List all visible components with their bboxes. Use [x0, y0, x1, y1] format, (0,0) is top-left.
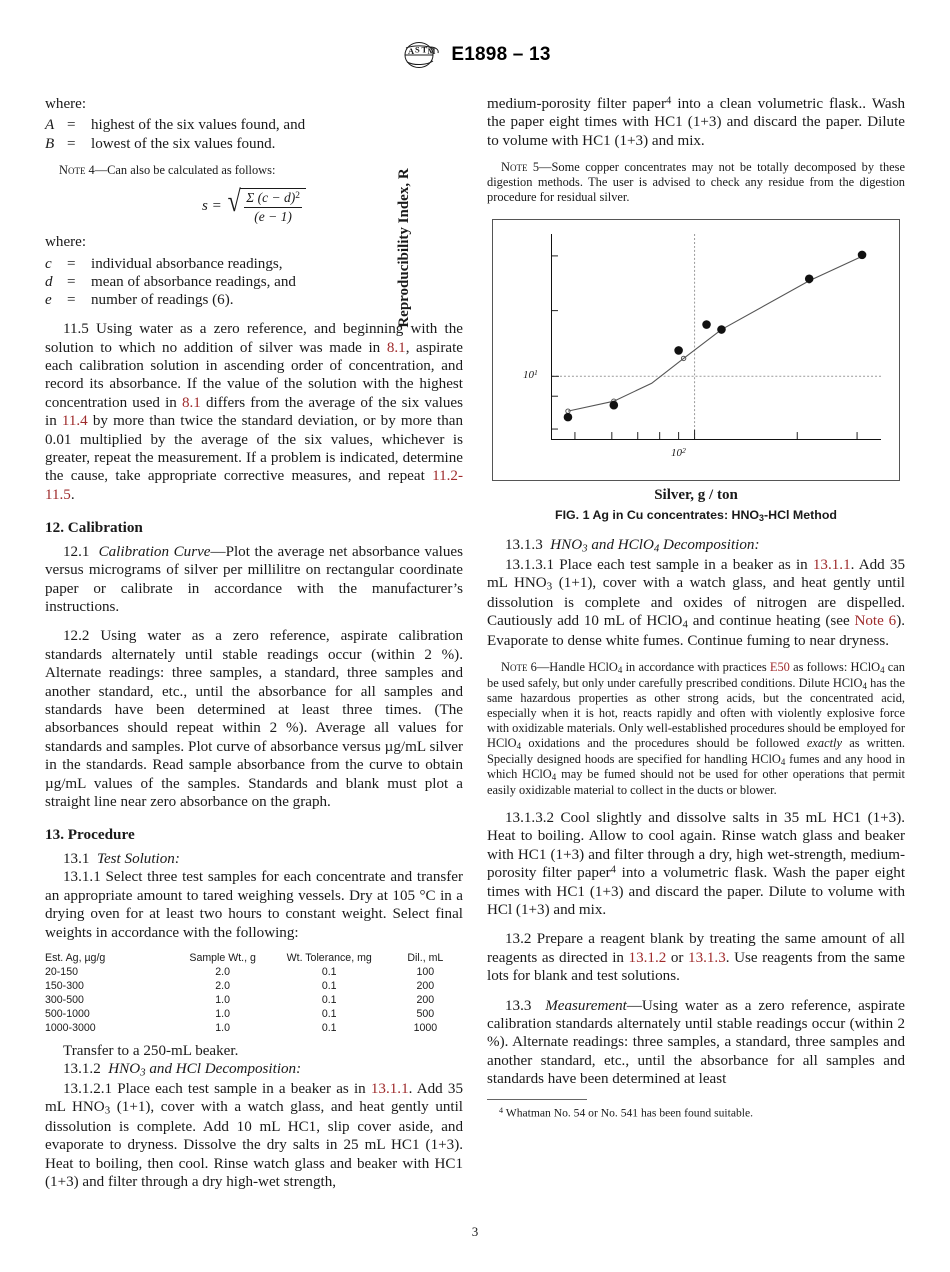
- paragraph-13-2-part2: or: [666, 949, 689, 966]
- paragraph-13-1-3-1-part2: . Add 35 mL HNO: [487, 556, 905, 592]
- paragraph-13-1-2-title-b: and HCl Decomposition:: [145, 1060, 302, 1077]
- page-number: 3: [471, 1224, 479, 1239]
- table-cell: 100: [416, 966, 435, 979]
- table-cell: 500-1000: [45, 1008, 90, 1021]
- paragraph-11-5-part2: , aspirate each calibration solution in ascending order of concentration, and record its absorbance. If the value of the solution with the highest concentration used in: [45, 339, 463, 411]
- paragraph-12-1: [45, 543, 463, 617]
- paragraph-11-5-part3: differs from the average of the six values in: [45, 394, 463, 430]
- table-cell: 20-150: [45, 966, 78, 979]
- radical: [226, 184, 306, 226]
- section-heading-12: 12. Calibration: [45, 519, 143, 537]
- y-axis-title: Reproducibility Index, R: [396, 168, 412, 328]
- table-header-cell: Dil., mL: [407, 952, 444, 965]
- paragraph-13-2-part3: . Use reagents from the same lots for blank and test solutions.: [487, 949, 905, 985]
- data-point: [564, 413, 573, 422]
- standard-designation: E1898 – 13: [451, 44, 551, 65]
- table-cell: 2.0: [215, 980, 230, 993]
- definition-symbol: e: [45, 292, 52, 309]
- paragraph-13-1-3-1-part5: ). Evaporate to dense white fumes. Continue fuming to near dryness.: [487, 613, 905, 649]
- x-tick-exponent: 2: [682, 445, 686, 455]
- paragraph-13-1-3-2-part2: into a volumetric flask. Wash the paper eight times with HC1 (1+3) and discard the paper. Dilute to volume with HCl (1+3) and mix.: [487, 865, 906, 918]
- note-6: [487, 660, 905, 798]
- paragraph-12-2: 12.2 Using water as a zero reference, aspirate calibration standards alternately until stable readings occur (within 2 %). Alternate readings: three samples, a standard, three samples and another standard, etc., until the absorbance for all samples and standards have been determined at least three times. (The absorbances should repeat within 2 %). Average all values for standards and samples. Plot curve of absorbance versus µg/mL silver in the standards. Read sample absorbance from the curve to obtain µg/mL values of the samples. Standards and blank must plot a straight line near zero absorbance on the graph.: [45, 628, 463, 811]
- paragraph-13-1-3-number: 13.1.3: [505, 536, 543, 553]
- paragraph-continued-part1: medium-porosity filter paper: [487, 96, 666, 112]
- figure-caption-part2: -HCl Method: [764, 508, 837, 523]
- denominator-text: (e − 1): [254, 208, 292, 224]
- paragraph-13-1-1: 13.1.1 Select three test samples for each concentrate and transfer an appropriate amount to tared weighing vessels. Dry at 105 °C in a drying oven for at least two hours to constant weight. Select final weights in accordance with the following:: [45, 869, 463, 941]
- xref-8-1-a[interactable]: 8.1: [386, 339, 406, 356]
- table-cell: 150-300: [45, 980, 84, 993]
- table-header-cell: Est. Ag, µg/g: [45, 952, 106, 965]
- definition-equals: =: [67, 292, 76, 309]
- xref-e50[interactable]: E50: [769, 660, 790, 675]
- table-cell: 0.1: [321, 1008, 337, 1021]
- footnote-marker-4[interactable]: 4: [666, 95, 672, 107]
- table-row: [45, 1022, 463, 1036]
- definition-text: lowest of the six values found.: [91, 135, 276, 152]
- note-6-part8: fumes and any hood in which HClO: [487, 751, 906, 782]
- xref-11-4[interactable]: 11.4: [61, 413, 88, 430]
- table-cell: 0.1: [321, 994, 337, 1007]
- paragraph-13-2: [487, 930, 905, 985]
- subscript-4: 4: [551, 772, 557, 783]
- subscript-4: 4: [682, 618, 688, 631]
- numerator-exponent: 2: [295, 190, 300, 201]
- paragraph-11-5-part5: .: [70, 486, 75, 503]
- paragraph-13-3-text: —Using water as a zero reference, aspirate calibration standards alternately until stable readings occur (within 2 %). Alternate readings: three samples, a standard, three samples and another standard, etc., until the absorbance for all samples and standards have been determined at least: [487, 997, 906, 1088]
- subscript-4: 4: [617, 665, 623, 676]
- figure-caption: [487, 508, 905, 524]
- definition-equals: =: [67, 255, 76, 272]
- y-tick-base: 10: [523, 369, 534, 382]
- paragraph-continued: [487, 95, 905, 150]
- table-cell: 200: [416, 980, 435, 993]
- equation-lhs: s =: [202, 198, 222, 215]
- definition-symbol: d: [45, 273, 53, 290]
- x-axis-tick-label: [671, 446, 686, 461]
- footnote-4: [487, 1106, 905, 1121]
- subscript-4: 4: [516, 741, 522, 752]
- subscript-4: 4: [862, 680, 867, 691]
- note-5-text: —Some copper concentrates may not be totally decomposed by these digestion methods. The user is advised to check any residue from the digestion procedure for residual silver.: [487, 160, 905, 204]
- table-header-cell: Sample Wt., g: [189, 952, 256, 965]
- svg-text:A: A: [408, 46, 415, 56]
- fraction-numerator: [244, 190, 302, 207]
- table-cell: 200: [416, 994, 435, 1007]
- paragraph-13-1-2-1-part3: (1+1), cover with a watch glass, and heat gently until dissolution is complete. Add 10 mL HC1, slip cover aside, and evaporate to dryness. Dissolve the dry salts in 25 mL HC1 (1+3). Heat to boiling, then cool. Rinse watch glass and beaker with HC1 (1+3) and filter through a dry high-wet strength,: [45, 1099, 464, 1190]
- note-6-part9: may be fumed should not be used for other operations that permit easily oxidizable material to collect in the ducts or blower.: [487, 767, 905, 798]
- paragraph-13-3-title: Measurement: [545, 997, 627, 1014]
- paragraph-transfer: Transfer to a 250-mL beaker.: [63, 1042, 239, 1059]
- table-row: [45, 966, 463, 980]
- definition-text: mean of absorbance readings, and: [91, 273, 296, 290]
- note-6-part3: as follows: HClO: [789, 660, 881, 675]
- sample-weight-table: [45, 952, 463, 1036]
- note-6-part7: as written. Specially designed hoods are specified for handling HClO: [487, 736, 905, 766]
- svg-text:T: T: [421, 44, 428, 55]
- xref-13-1-1-right[interactable]: 13.1.1: [812, 556, 851, 573]
- table-header-cell: Wt. Tolerance, mg: [286, 952, 372, 965]
- paragraph-13-3-number: 13.3: [505, 997, 532, 1014]
- note-5-label: Note 5: [501, 160, 540, 175]
- data-point: [674, 346, 683, 355]
- footnote-separator: [487, 1099, 587, 1100]
- paragraph-13-1-2-number: 13.1.2: [63, 1060, 101, 1077]
- paragraph-13-3: [487, 997, 905, 1089]
- note-6-label: Note 6: [501, 660, 537, 675]
- paragraph-13-1-3-2-part1: 13.1.3.2 Cool slightly and dissolve salts in 35 mL HC1 (1+3). Heat to boiling. Allow to cool again. Rinse watch glass and beaker with HC1 (1+3) and filter through a dry, high wet-strength, medium- porosity filter paper: [487, 809, 905, 882]
- paragraph-continued-part2: into a clean volumetric flask.. Wash the paper eight times with HC1 (1+3) and discard the paper. Dilute to volume with HC1 (1+3) and mix.: [487, 96, 905, 149]
- note-6-part4: can be used safely, but only under carefully prescribed conditions. Dilute HClO: [487, 660, 905, 690]
- table-cell: 1.0: [215, 1008, 230, 1021]
- paragraph-13-1-2-1-part2: . Add 35 mL HNO: [45, 1080, 463, 1116]
- subscript-4: 4: [780, 756, 786, 767]
- table-row: [45, 994, 463, 1008]
- xref-13-1-3[interactable]: 13.1.3: [688, 949, 726, 966]
- fraction-denominator: [244, 207, 302, 225]
- table-cell: 1.0: [215, 1022, 230, 1035]
- data-point: [858, 250, 867, 259]
- xref-note-6[interactable]: Note 6: [854, 613, 897, 630]
- paragraph-13-2-part1: 13.2 Prepare a reagent blank by treating the same amount of all reagents as directed in: [487, 931, 905, 966]
- definition-equals: =: [67, 117, 76, 134]
- fitted-curve: [568, 256, 863, 411]
- paragraph-13-1-3-title-c: Decomposition:: [659, 536, 760, 553]
- paragraph-13-1-2-title-a: HNO: [108, 1060, 141, 1077]
- svg-text:M: M: [427, 46, 436, 56]
- table-cell: 300-500: [45, 994, 84, 1007]
- table-cell: 0.1: [321, 966, 337, 979]
- paragraph-13-1-3-1-part3: (1+1), cover with a watch glass, and heat gently until dissolution is complete and oxides of nitrogen are dispelled. Cautiously add 10 mL of HClO: [487, 575, 906, 630]
- note-6-part2: in accordance with practices: [622, 660, 770, 675]
- data-point: [805, 274, 814, 283]
- definition-row: [45, 116, 463, 134]
- where-label-2: where:: [45, 234, 87, 251]
- radicand: [240, 188, 306, 226]
- definition-symbol: c: [45, 255, 52, 272]
- reproducibility-plot: [551, 234, 881, 440]
- xref-8-1-b[interactable]: 8.1: [181, 394, 201, 411]
- definition-symbol: A: [45, 117, 55, 134]
- subscript-3: 3: [546, 580, 553, 593]
- x-axis-title: Silver, g / ton: [654, 486, 738, 503]
- y-axis-tick-label: [523, 368, 538, 383]
- subscript-3: 3: [759, 513, 765, 524]
- paragraph-13-1-3-title-a: HNO: [550, 536, 583, 553]
- subscript-3: 3: [582, 542, 588, 555]
- table-cell: 1000: [413, 1022, 438, 1035]
- paragraph-13-1-2-1: [45, 1080, 463, 1192]
- table-cell: 0.1: [321, 980, 337, 993]
- paragraph-12-1-text: —Plot the average net absorbance values versus micrograms of silver per millilitre on rectangular coordinate paper or calibrate in accordance with the manufacturer’s instructions.: [45, 543, 463, 615]
- table-cell: 500: [416, 1008, 435, 1021]
- numerator-text: Σ (c − d): [246, 189, 296, 205]
- page-header: [0, 40, 950, 70]
- table-cell: 1.0: [215, 994, 230, 1007]
- data-point: [610, 401, 619, 410]
- paragraph-13-1: [45, 850, 463, 868]
- table-cell: 1000-3000: [45, 1022, 96, 1035]
- x-tick-base: 10: [671, 447, 682, 460]
- data-point: [717, 325, 726, 334]
- paragraph-13-1-3-title-b: and HClO: [587, 536, 654, 553]
- figure-caption-part1: FIG. 1 Ag in Cu concentrates: HNO: [555, 508, 760, 523]
- table-row: [45, 980, 463, 994]
- note-6-part1: —Handle HClO: [536, 660, 618, 675]
- note-6-part5: has the same hazardous properties as other strong acids, but the concentrated acid, especially when it is hot, reacts rapidly and often with violently explosive force with oxidizable materials. Only well-established procedures should be employed for HClO: [487, 675, 905, 751]
- paragraph-13-1-number: 13.1: [63, 851, 90, 868]
- radical-sign: √: [227, 184, 241, 218]
- footnote-marker-4[interactable]: 4: [610, 864, 616, 876]
- svg-text:S: S: [415, 44, 421, 55]
- paragraph-11-5-part4: by more than twice the standard deviation, or by more than 0.01 multiplied by the average of the six values, whichever is greater, repeat the measurement. If a problem is indicated, determine the cause, take appropriate corrective measures, and repeat: [45, 413, 464, 485]
- footnote-text: Whatman No. 54 or No. 541 has been found suitable.: [503, 1106, 754, 1120]
- paragraph-13-1-3-2: [487, 809, 905, 919]
- xref-13-1-1-left[interactable]: 13.1.1: [370, 1080, 409, 1097]
- note-4-label: Note 4: [59, 162, 95, 177]
- data-points: [564, 250, 867, 421]
- definition-equals: =: [67, 273, 76, 290]
- note-6-italic-exactly: exactly: [806, 736, 842, 751]
- where-label-1: where:: [45, 96, 87, 112]
- definition-text: number of readings (6).: [91, 292, 234, 309]
- table-row: [45, 1008, 463, 1022]
- astm-logo: [399, 40, 441, 70]
- table-header-row: [45, 952, 463, 966]
- table-cell: 2.0: [215, 966, 230, 979]
- paragraph-13-1-3-1-part4: and continue heating (see: [687, 613, 855, 630]
- data-point: [702, 320, 711, 329]
- paragraph-13-1-3-1: [487, 556, 905, 651]
- note-6-part6: oxidations and the procedures should be followed: [521, 736, 807, 751]
- note-5: [487, 160, 905, 205]
- paragraph-12-1-title: Calibration Curve: [98, 543, 211, 560]
- paragraph-12-1-number: 12.1: [63, 543, 90, 560]
- footnote-number: 4: [499, 1105, 504, 1115]
- subscript-4: 4: [880, 665, 885, 676]
- definition-equals: =: [67, 135, 76, 152]
- paragraph-13-1-3-1-part1: 13.1.3.1 Place each test sample in a beaker as in: [505, 556, 813, 573]
- xref-13-1-2[interactable]: 13.1.2: [628, 949, 667, 966]
- definition-text: individual absorbance readings,: [91, 255, 283, 272]
- table-cell: 0.1: [321, 1022, 337, 1035]
- paragraph-13-1-title: Test Solution:: [96, 851, 180, 868]
- note-4-text: —Can also be calculated as follows:: [94, 162, 276, 177]
- subscript-3: 3: [104, 1104, 111, 1117]
- paragraph-13-1-3: [487, 536, 905, 556]
- y-tick-exponent: 1: [534, 367, 538, 377]
- paragraph-11-5-part1: 11.5 Using water as a zero reference, and beginning with the solution to which no addition of silver was made in: [45, 321, 463, 356]
- paragraph-13-1-2: [45, 1060, 463, 1080]
- paragraph-13-1-2-1-part1: 13.1.2.1 Place each test sample in a beaker as in: [63, 1080, 371, 1097]
- definition-text: highest of the six values found, and: [91, 117, 306, 134]
- subscript-3: 3: [140, 1066, 146, 1079]
- xref-11-2-11-5[interactable]: 11.2-11.5: [45, 468, 463, 503]
- subscript-4: 4: [653, 542, 660, 555]
- definition-symbol: B: [45, 135, 55, 152]
- section-heading-13: 13. Procedure: [45, 826, 135, 844]
